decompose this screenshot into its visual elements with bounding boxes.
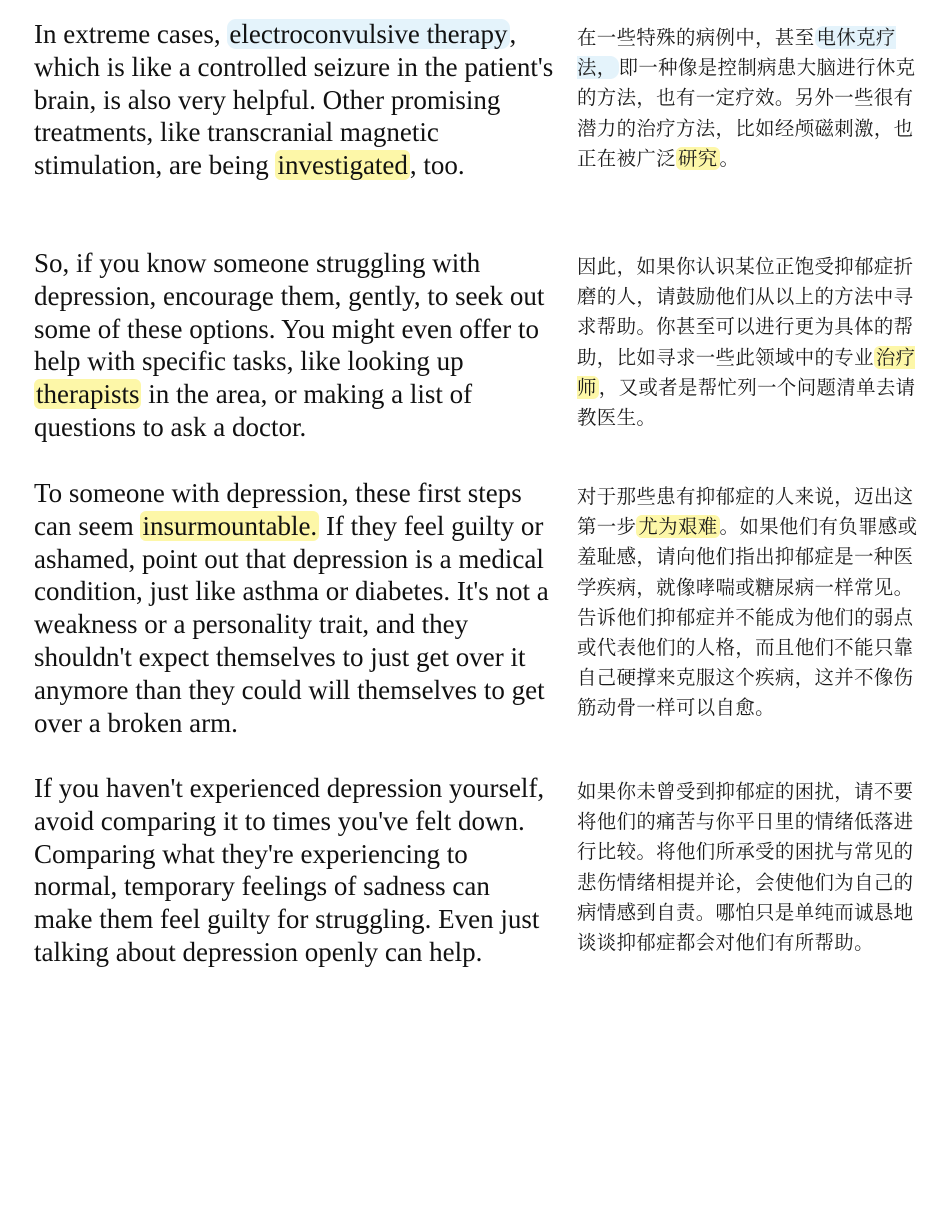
en-text: To someone with depression, these first steps can seem xyxy=(34,478,522,541)
en-text: If they feel guilty or ashamed, point out that depression is a medical condition, just like asthma or diabetes. It's not a weakness or a personality trait, and they shouldn't expect themselves to just get over it anymore than they could will themselves to get over a broken arm. xyxy=(34,510,549,738)
zh-text: 即一种像是控制病患大脑进行休克的方法，也有一定疗效。另外一些很有潜力的治疗方法，比如经颅磁刺激，也正在被广泛 xyxy=(577,56,916,170)
zh-text: 对于那些患有抑郁症的人来说，迈出这第一步 xyxy=(577,485,914,539)
chinese-paragraph-1 xyxy=(577,23,929,174)
highlighted-term-electroconvulsive-therapy[interactable]: electroconvulsive therapy xyxy=(229,19,508,49)
en-text: In extreme cases, xyxy=(34,19,228,49)
english-paragraph-3 xyxy=(34,477,554,739)
en-text: in the area, or making a list of questions to ask a doctor. xyxy=(34,379,473,442)
english-paragraph-1 xyxy=(34,18,554,182)
chinese-paragraph-2 xyxy=(577,252,929,433)
zh-text: 。 xyxy=(719,146,740,170)
en-text: , which is like a controlled seizure in the patient's brain, is also very helpful. Other promising treatments, like transcranial magnetic stimulation, are being xyxy=(34,19,554,181)
zh-text: 因此，如果你认识某位正饱受抑郁症折磨的人，请鼓励他们从以上的方法中寻求帮助。你甚至可以进行更为具体的帮助，比如寻求一些此领域中的专业 xyxy=(577,255,914,369)
zh-text: 在一些特殊的病例中，甚至 xyxy=(577,26,815,49)
english-paragraph-2 xyxy=(34,247,554,444)
highlighted-term-zh-investigated[interactable]: 研究 xyxy=(677,146,718,170)
english-paragraph-4: If you haven't experienced depression yourself, avoid comparing it to times you've felt down. Comparing what they're experiencing to normal, temporary feelings of sadness can make them feel guilty for struggling. Even just talking about depression openly can help. xyxy=(34,773,545,967)
zh-text: ，又或者是帮忙列一个问题清单去请教医生。 xyxy=(577,375,916,430)
chinese-paragraph-3 xyxy=(577,482,929,724)
highlighted-term-therapists[interactable]: therapists xyxy=(36,379,140,410)
highlighted-term-investigated[interactable]: investigated xyxy=(277,150,408,181)
highlighted-term-insurmountable[interactable]: insurmountable. xyxy=(142,510,318,541)
highlighted-term-zh-electroconvulsive[interactable]: 电休克疗法， xyxy=(577,26,896,80)
chinese-paragraph-4: 如果你未曾受到抑郁症的困扰，请不要将他们的痛苦与你平日里的情绪低落进行比较。将他们所承受的困扰与常见的悲伤情绪相提并论，会使他们为自己的病情感到自责。哪怕只是单纯而诚恳地谈谈抑郁症都会对他们有所帮助。 xyxy=(577,780,914,955)
highlighted-term-zh-therapists[interactable]: 治疗师 xyxy=(577,345,916,399)
highlighted-term-zh-insurmountable[interactable]: 尤为艰难 xyxy=(638,515,718,539)
en-text: So, if you know someone struggling with depression, encourage them, gently, to seek out some of these options. You might even offer to help with specific tasks, like looking up xyxy=(34,248,545,377)
en-text: , too. xyxy=(409,150,465,181)
zh-text: 。如果他们有负罪感或羞耻感，请向他们指出抑郁症是一种医学疾病，就像哮喘或糖尿病一样常见。告诉他们抑郁症并不能成为他们的弱点或代表他们的人格，而且他们不能只靠自己硬撑来克服这个疾病，这并不像伤筋动骨一样可以自愈。 xyxy=(577,515,918,720)
